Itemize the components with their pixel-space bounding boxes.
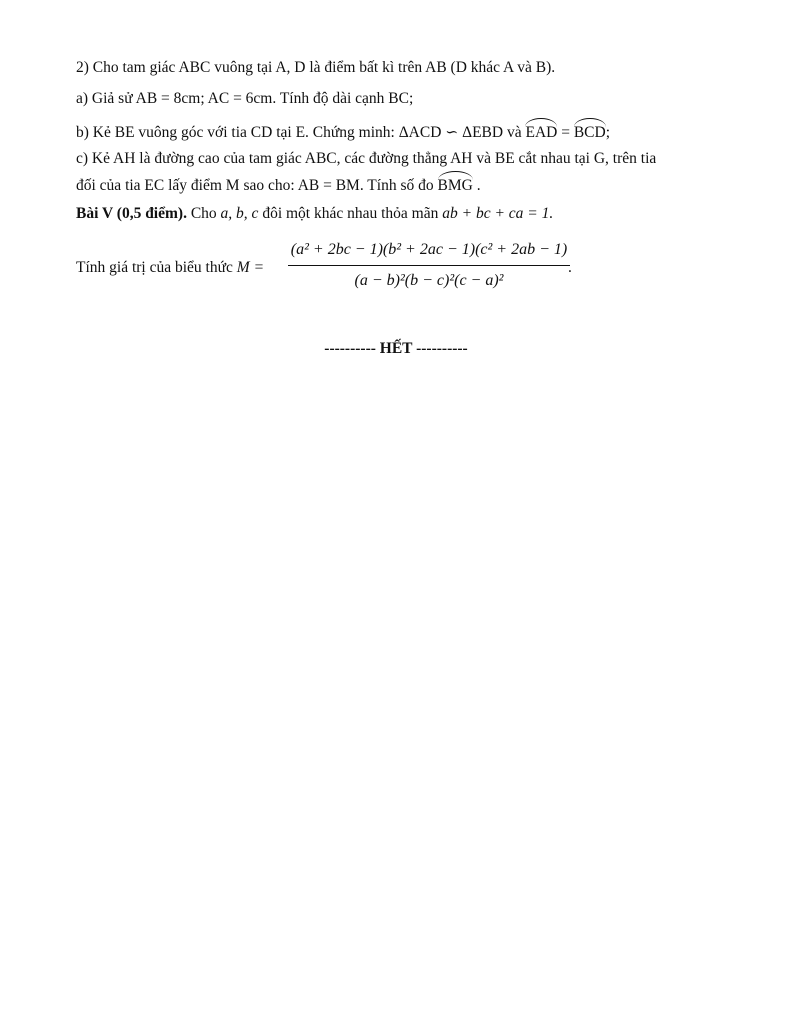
end-marker: ---------- HẾT ---------- bbox=[324, 340, 468, 357]
part-c-line1: c) Kẻ AH là đường cao của tam giác ABC, các đường thẳng AH và BE cắt nhau tại G, trên tia bbox=[76, 150, 657, 167]
problem-5-text1: Cho bbox=[186, 205, 221, 222]
problem-5-condition: ab + bc + ca = 1. bbox=[442, 205, 554, 222]
equals-sign: = bbox=[557, 124, 574, 141]
part-a: a) Giả sử AB = 8cm; AC = 6cm. Tính độ dài cạnh BC; bbox=[76, 90, 414, 107]
part-c-text: đối của tia EC lấy điểm M sao cho: AB = BM. Tính số đo bbox=[76, 177, 438, 194]
part-c-end: . bbox=[472, 177, 481, 194]
expression-text: Tính giá trị của biểu thức bbox=[76, 259, 237, 276]
fraction-denominator: (a − b)²(b − c)²(c − a)² bbox=[354, 272, 504, 289]
expression-intro bbox=[76, 258, 264, 278]
problem-5-heading: Bài V (0,5 điểm). bbox=[76, 205, 187, 222]
angle-bmg: BMG bbox=[438, 174, 473, 196]
expression-lhs: M = bbox=[236, 259, 265, 276]
problem-5-vars: a, b, c bbox=[220, 205, 259, 222]
angle-bcd: BCD bbox=[574, 121, 606, 143]
problem-2-intro: 2) Cho tam giác ABC vuông tại A, D là điểm bất kì trên AB (D khác A và B). bbox=[76, 59, 556, 76]
expression-period: . bbox=[568, 259, 572, 276]
expression-fraction bbox=[288, 236, 570, 295]
part-b-end: ; bbox=[605, 124, 611, 141]
problem-5-statement bbox=[76, 204, 553, 224]
part-b-text: b) Kẻ BE vuông góc với tia CD tại E. Chứng minh: ΔACD ∽ ΔEBD và bbox=[76, 124, 526, 141]
angle-ead: EAD bbox=[525, 121, 557, 143]
problem-5-text2: đôi một khác nhau thỏa mãn bbox=[258, 205, 443, 222]
fraction-bar bbox=[288, 265, 570, 266]
fraction-numerator: (a² + 2bc − 1)(b² + 2ac − 1)(c² + 2ab − 1) bbox=[290, 241, 568, 258]
part-c-line2 bbox=[76, 174, 481, 196]
part-b bbox=[76, 121, 610, 143]
